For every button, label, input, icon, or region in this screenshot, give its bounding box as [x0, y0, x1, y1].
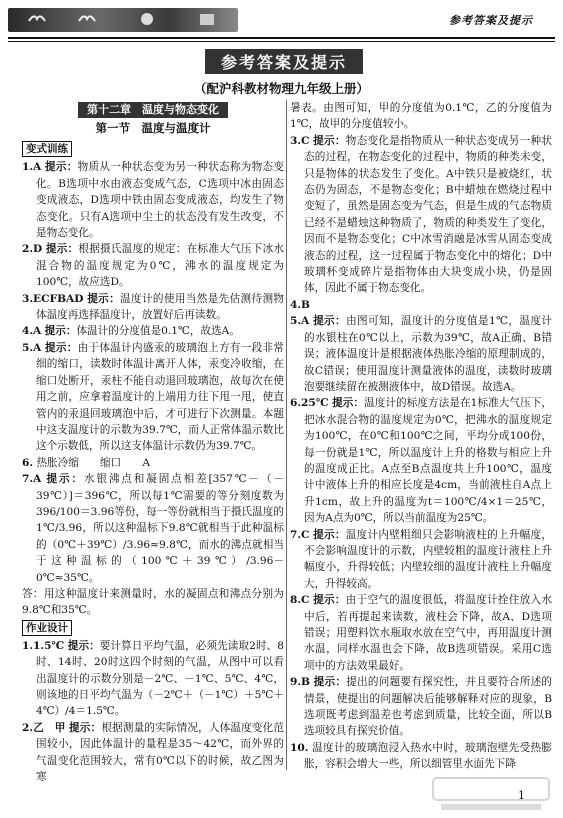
answer-text: 由于空气的温度很低，将温度计拴住放入水中后，若再提起来读数，液柱会下降，故A、D选项错误；用塑料饮水瓶取水放在空气中，再用温度计测水温，同样水温也会下降，故B选项错误。采用C选项中的方法效果最好。 [304, 594, 553, 672]
hint-keyword: 提示： [44, 161, 78, 174]
answer-item [290, 674, 552, 740]
hint-keyword: 提示： [313, 315, 347, 328]
answer-text: 温度计的玻璃泡浸入热水中时，玻璃泡壁先受热膨胀，容积会增大一些，所以细管里水面先下降 [304, 741, 553, 771]
answer-number: 2.乙 甲 [22, 721, 66, 734]
hint-keyword: 提示： [44, 325, 77, 338]
hint-keyword: 提示： [313, 594, 346, 607]
hint-keyword: 提示： [46, 473, 84, 486]
answer-number: 6. [22, 456, 34, 469]
answer-text: 温度计的使用当然是先估测待测物体温度再选择温度计，放置好后再读数。 [36, 292, 285, 322]
answer-item [22, 291, 284, 324]
page-number: 1 [518, 789, 525, 802]
answer-number: 5.A [290, 315, 310, 328]
answer-number: 9.B [290, 676, 311, 689]
answer-item [290, 527, 552, 593]
hint-keyword: 提示： [69, 721, 102, 734]
answer-item [290, 740, 552, 773]
practice-label: 变式训练 [22, 141, 72, 157]
hint-keyword: 提示： [44, 341, 78, 354]
answer-text: 由图可知，温度计的分度值是1℃，温度计的水银柱在0℃以上，示数为39℃，故A正确、B错误；液体温度计是根据液体热胀冷缩的原理制成的，故C错误；使用温度计测量液体的温度，读数时玻璃泡要继续留在被测液体中，故D错误。故选A。 [304, 315, 553, 393]
answer-number: 7.A [22, 473, 42, 486]
answer-item [22, 720, 284, 786]
answer-text: 根据测量的实际情况，人体温度变化范围较小，因此体温计的量程是35～42℃，而外界的气温变化范围较大，常有0℃以下的时候，故乙图为寒 [36, 721, 285, 784]
hint-keyword: 提示： [67, 639, 100, 652]
answer-item [290, 133, 552, 297]
page-subtitle: （配沪科教材物理九年级上册） [193, 81, 369, 96]
answer-number: 1.1.5℃ [22, 639, 65, 652]
hint-keyword: 提示： [332, 397, 365, 410]
answer-text: 要计算日平均气温，必须先读取2时、8时、14时、20时这四个时刻的气温，从图中可以看出温度计的示数分别是－2℃、－1℃、5℃、4℃，则该地的日平均气温为（－2℃＋（－1℃）＋5℃＋4℃）/4＝1.5℃。 [36, 639, 285, 718]
answer-number: 3.ECFBAD [22, 292, 84, 305]
answer-text: 提出的问题要有探究性，并且要符合所述的情景，使提出的问题解决后能够解释对应的现象，B选项既考虑到温差也考虑到质量，比较全面，所以B选项较具有探究价值。 [304, 676, 553, 738]
answer-text: 体温计的分度值是0.1℃，故选A。 [76, 325, 240, 338]
answer-item [290, 100, 552, 133]
answer-number: 5.A [22, 341, 42, 354]
answer-text: 由于体温计内盛汞的玻璃泡上方有一段非常细的缩口，读数时体温计离开人体，汞变冷收缩，在缩口处断开，汞柱不能自动退回玻璃泡，故每次在使用之前，应拿着温度计的上端用力往下甩一甩，使直管内的汞退回玻璃泡中后，才可进行下次测量。本题中这支温度计的示数为39.7℃，而人正常体温示数比这个示数低，所以这支体温计示数仍为39.7℃。 [36, 341, 284, 453]
practice-answers [22, 159, 284, 618]
answer-item [22, 159, 284, 241]
answer-text: 温度计的标度方法是在1标准大气压下，把冰水混合物的温度规定为0℃，把沸水的温度规定为100℃，在0℃和100℃之间，平均分成100份，每一份就是1℃，所以温度计上升的格数与相应上升的温度成正比。A点至B点温度共上升100℃，温度计中液体上升的相应长度是4cm，当前液柱自A点上升1cm，故上升的温度为t＝100℃/4×1＝25℃，因为A点为0℃，所以当前温度为25℃。 [304, 397, 553, 525]
answer-item [22, 638, 284, 720]
decoration-icon [198, 11, 216, 27]
answer-item [290, 592, 552, 674]
column-divider [286, 100, 287, 770]
answer-text: 热胀冷缩 缩口 A [36, 456, 151, 469]
homework-answers [22, 638, 284, 786]
answer-item [290, 313, 552, 395]
answer-text: 根据摄氏温度的规定：在标准大气压下冰水混合物的温度规定为0℃，沸水的温度规定为100℃，故应选D。 [36, 243, 285, 289]
chapter-heading: 第十二章 温度与物态变化 [78, 102, 228, 118]
hint-keyword: 提示： [313, 676, 347, 689]
answer-item [22, 241, 284, 290]
answer-text: 水银沸点和凝固点相差[357℃－（－39℃）]＝396℃，所以每1℃需要的等分刻度数为396/100＝3.96等份，每一等份就相当于摄氏温度的1℃/3.96，所以这种温标下9.8℃就相当于此种温标的（0℃＋39℃）/3.96≈9.8℃，而水的沸点就相当于这种温标的（100℃＋39℃）/3.96－0℃≈35℃。 [36, 473, 285, 584]
answer-number: 2.D [22, 243, 43, 256]
answer-number: 7.C [290, 528, 310, 541]
answer-text: 答：用这种温度计来测量时，水的凝固点和沸点分别为9.8℃和35℃。 [22, 587, 284, 617]
answer-text: 物质从一种状态变为另一种状态称为物态变化。B选项中水由液态变成气态，C选项中冰由固态变成液态，D选项中铁由固态变成液态，均发生了物态变化。只有A选项中尘土的状态没有发生改变，不是物态变化。 [36, 161, 284, 240]
answer-item [290, 297, 552, 313]
watermark-logo [431, 774, 551, 814]
answer-number: 10. [290, 741, 309, 754]
answer-number: 8.C [290, 594, 310, 607]
hint-keyword: 提示： [45, 243, 79, 256]
answer-number: 3.C [290, 134, 310, 147]
section-heading: 第一节 温度与温度计 [95, 121, 211, 135]
header-rule [8, 37, 555, 39]
left-column [22, 100, 284, 785]
answer-item [22, 586, 284, 619]
header-title: 参考答案及提示 [449, 14, 533, 27]
header-banner-image [8, 8, 238, 32]
page-title: 参考答案及提示 [205, 49, 363, 74]
hint-keyword: 提示： [313, 528, 346, 541]
answer-item [22, 455, 284, 471]
answer-number: 6.25℃ [290, 397, 329, 410]
hint-keyword: 提示： [313, 134, 346, 147]
answer-number: 4.B [290, 298, 311, 311]
right-column [290, 100, 552, 773]
header-rule-thin [8, 41, 555, 42]
answer-item [22, 323, 284, 339]
page-header [0, 0, 563, 40]
answer-item [290, 395, 552, 526]
decoration-icon [138, 11, 156, 27]
answer-text: 暑表。由图可知，甲的分度值为0.1℃，乙的分度值为1℃，故甲的分度值较小。 [290, 102, 552, 131]
answer-text: 温度计内壁粗细只会影响液柱的上升幅度，不会影响温度计的示数，内壁较粗的温度计液柱上升幅度小，升得较低；内壁较细的温度计液柱上升幅度大，升得较高。 [304, 528, 553, 590]
answer-item [22, 340, 284, 455]
right-answers [290, 100, 552, 773]
homework-label: 作业设计 [22, 620, 72, 636]
answer-text: 物态变化是指物质从一种状态变成另一种状态的过程，在物态变化的过程中，物质的种类未变，只是物体的状态发生了变化。A中铁只是被烧红，状态仍为固态，不是物态变化；B中蜡烛在燃烧过程中变短了，虽然是固态变为气态，但是生成的气态物质已经不是蜡烛这种物质了，物质的种类发生了变化，因而不是物态变化；C中冰雪消融是冰雪从固态变成液态的过程，这一过程属于物态变化中的熔化；D中玻璃杯变成碎片是指物体由大块变成小块，仍是固体，因此不属于物态变化。 [304, 134, 553, 295]
answer-number: 4.A [22, 325, 42, 338]
answer-number: 1.A [22, 161, 42, 174]
hint-keyword: 提示： [87, 292, 121, 305]
decoration-icon [78, 11, 96, 27]
answer-item [22, 471, 284, 586]
decoration-icon [28, 11, 46, 27]
